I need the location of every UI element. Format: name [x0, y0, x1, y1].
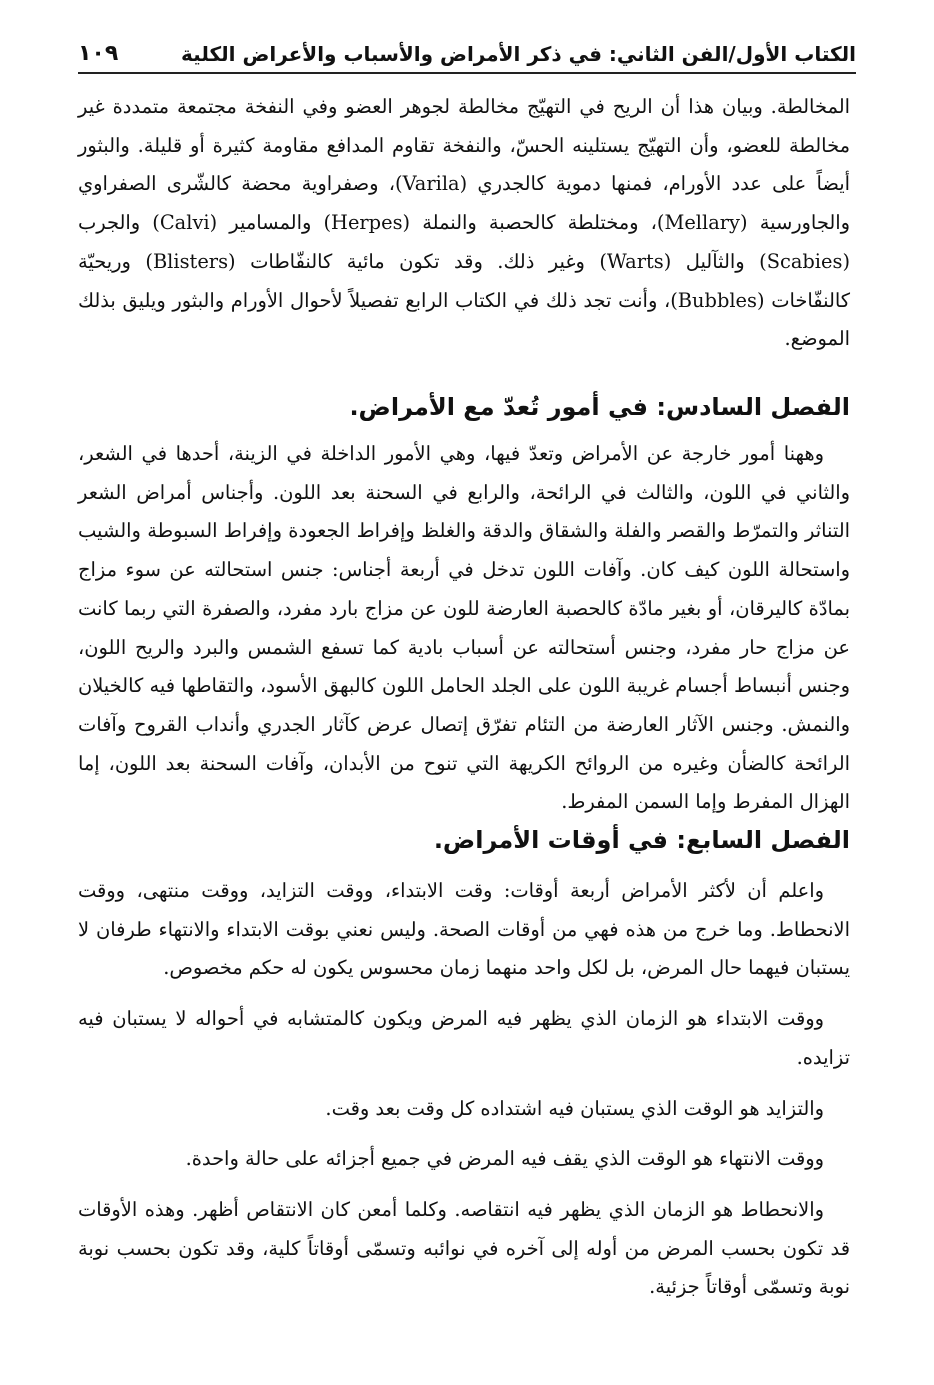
section-7-body: [78, 872, 850, 1307]
page-number: ١٠٩: [78, 41, 119, 66]
section-6-body: [78, 435, 850, 822]
section-7-paragraph: والانحطاط هو الزمان الذي يظهر فيه انتقاصه. وكلما أمعن كان الانتقاص أظهر. وهذه الأوقات قد تكون بحسب المرض من أوله إلى آخره في نوائبه وتسمّى أوقاتاً كلية، وقد تكون بحسب نوبة نوبة وتسمّى أوقاتاً جزئية.: [78, 1197, 850, 1299]
page-header: [78, 30, 856, 74]
section-6-title: الفصل السادس: في أمور تُعدّ مع الأمراض.: [349, 393, 850, 421]
section-7-paragraph: ووقت الانتهاء هو الوقت الذي يقف فيه المرض في جميع أجزائه على حالة واحدة.: [185, 1147, 824, 1171]
section-7-paragraph: واعلم أن لأكثر الأمراض أربعة أوقات: وقت الابتداء، ووقت التزايد، ووقت منتهى، ووقت الانحطاط. وما خرج من هذه فهي من أوقات الصحة. وليس نعني بوقت الابتداء والانتهاء طرفان لا يستبان فيهما حال المرض، بل لكل واحد منهما زمان محسوس يكون له حكم مخصوص.: [78, 879, 850, 980]
section-7-paragraph: والتزايد هو الوقت الذي يستبان فيه اشتداده كل وقت بعد وقت.: [325, 1096, 824, 1120]
running-head: الكتاب الأول/الفن الثاني: في ذكر الأمراض والأسباب والأعراض الكلية: [181, 42, 856, 66]
intro-block: [78, 88, 850, 359]
section-7-title: الفصل السابع: في أوقات الأمراض.: [433, 826, 850, 854]
intro-paragraph: المخالطة. وبيان هذا أن الريح في التهيّج مخالطة لجوهر العضو وفي النفخة مجتمعة متمددة غير مخالطة للعضو، وأن التهيّج يستلينه الحسّ، والنفخة تقاوم المدافع مقاومة كثيرة أو قليلة. والبثور أيضاً على عدد الأورام، فمنها دموية كالجدري (Varila)، وصفراوية محضة كالشّرى الصفراوي والجاورسية (Mellary)، ومختلطة كالحصبة والنملة (Herpes) والمسامير (Calvi) والجرب (Scabies) والثآليل (Warts) وغير ذلك. وقد تكون مائية كالنفّاطات (Blisters) وريحيّة كالنفّاخات (Bubbles)، وأنت تجد ذلك في الكتاب الرابع تفصيلاً لأحوال الأورام والبثور ويليق بذلك الموضع.: [78, 95, 851, 351]
section-6-paragraph: وههنا أمور خارجة عن الأمراض وتعدّ فيها، وهي الأمور الداخلة في الزينة، أحدها في الشعر، والثاني في اللون، والثالث في الرائحة، والرابع في السحنة بعد اللون. وأجناس أمراض الشعر التناثر والتمرّط والقصر والفلة والشقاق والدقة والغلظ وإفراط الجعودة وإفراط السبوطة والشيب واستحالة اللون كيف كان. وآفات اللون تدخل في أربعة أجناس: جنس استحالته عن سوء مزاج بمادّة كاليرقان، أو بغير مادّة كالحصبة العارضة للون عن مزاج بارد مفرد، والصفرة التي ربما كانت عن مزاج حار مفرد، وجنس أستحالته عن أسباب بادية كما تسفع الشمس والبرد والريح اللون، وجنس أنبساط أجسام غريبة اللون على الجلد الحامل اللون كالبهق الأسود، والتقاطها فيه كالخيلان والنمش. وجنس الآثار العارضة من التئام تفرّق إتصال عرض كآثار الجدري وأنداب القروح وآفات الرائحة كالضأن وغيره من الروائح الكريهة التي تنوح من الأبدان، وآفات السحنة بعد اللون، إما الهزال المفرط وإما السمن المفرط.: [78, 442, 850, 814]
section-7-paragraph: ووقت الابتداء هو الزمان الذي يظهر فيه المرض ويكون كالمتشابه في أحواله لا يستبان فيه تزايده.: [78, 1007, 850, 1069]
